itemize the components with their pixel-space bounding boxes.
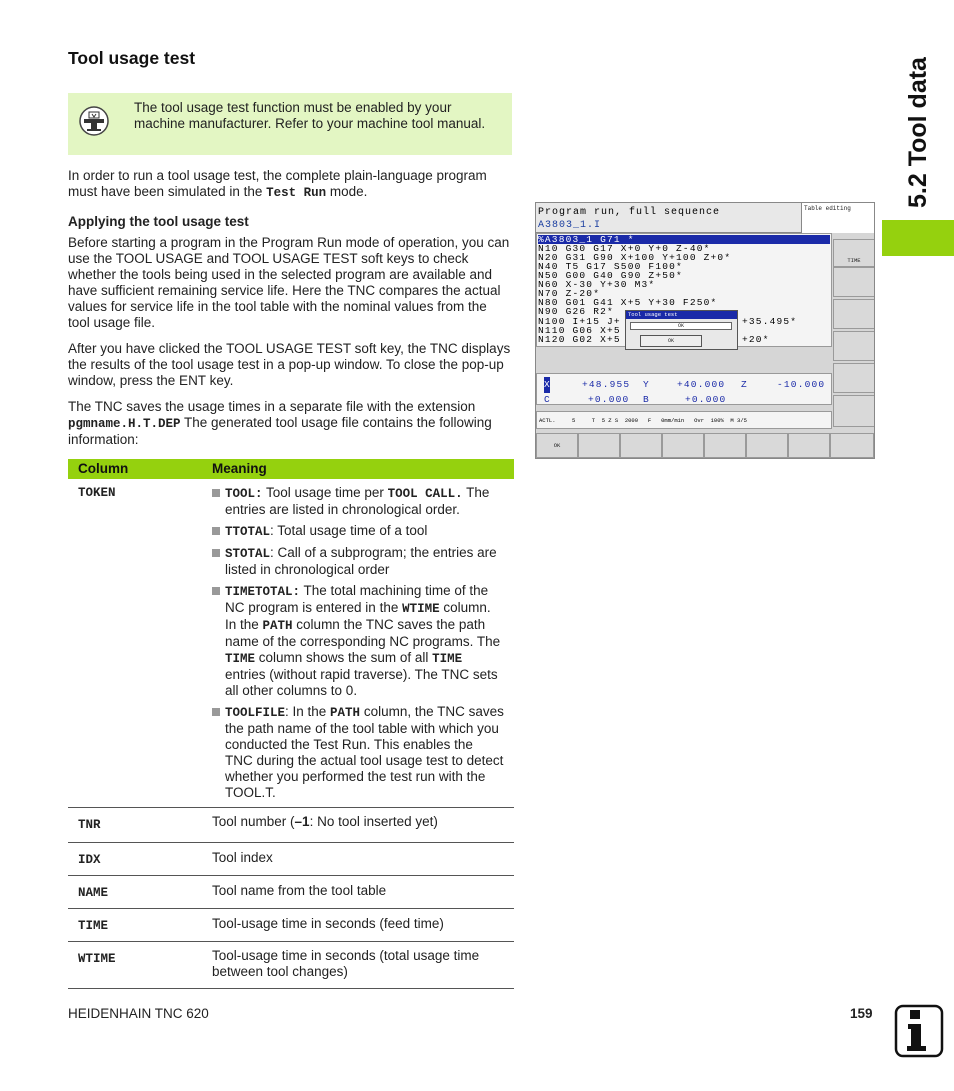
softkey-blank[interactable] bbox=[830, 433, 874, 458]
program-line-tail: +35.495* bbox=[742, 316, 798, 327]
softkey-time[interactable]: TIME bbox=[833, 239, 875, 267]
columns-table bbox=[68, 459, 514, 989]
screen-header bbox=[536, 203, 801, 233]
program-line: N60 X-30 Y+30 M3* bbox=[538, 279, 656, 290]
program-name: A3803_1.I bbox=[538, 220, 602, 231]
column-meaning: Tool-usage time in seconds (feed time) bbox=[202, 909, 514, 942]
softkey-blank[interactable] bbox=[788, 433, 830, 458]
status-bar: ACTL. 5 T 5 Z S 2000 F 0mm/min Ovr 100% M 3/5 bbox=[536, 411, 832, 429]
softkey-blank[interactable] bbox=[704, 433, 746, 458]
popup-paragraph: After you have clicked the TOOL USAGE TEST soft key, the TNC displays the results of the tool usage test in a pop-up window. To close the pop-up window, press the ENT key. bbox=[68, 341, 511, 388]
column-meaning bbox=[202, 479, 514, 808]
info-icon bbox=[894, 1004, 944, 1058]
footer-product: HEIDENHAIN TNC 620 bbox=[68, 1006, 209, 1021]
subheading: Applying the tool usage test bbox=[68, 214, 249, 229]
program-line: N70 Z-20* bbox=[538, 288, 601, 299]
test-run-code: Test Run bbox=[266, 186, 327, 200]
axis-z-value: -10.000 bbox=[777, 379, 826, 390]
list-item: STOTAL: Call of a subprogram; the entries are listed in chronological order bbox=[212, 545, 504, 578]
operating-mode: Program run, full sequence bbox=[538, 207, 721, 218]
position-display bbox=[536, 373, 832, 405]
column-meaning: Tool name from the tool table bbox=[202, 876, 514, 909]
column-meaning: Tool-usage time in seconds (total usage time between tool changes) bbox=[202, 942, 514, 989]
side-chapter-title bbox=[882, 40, 954, 220]
column-meaning: Tool index bbox=[202, 843, 514, 876]
tool-usage-popup bbox=[625, 310, 738, 350]
applying-paragraph: Before starting a program in the Program Run mode of operation, you can use the TOOL USAGE and TOOL USAGE TEST soft keys to check whether the tools being used in the selected program are available and have sufficient remaining service life. Here the TNC compares the actual values for service life in the tool table with the nominal values from the tool usage file. bbox=[68, 235, 510, 330]
table-header bbox=[68, 459, 514, 479]
softkey-blank[interactable] bbox=[833, 363, 875, 393]
axis-x-value: +48.955 bbox=[582, 379, 631, 390]
axis-z-label: Z bbox=[741, 379, 747, 390]
list-item: TTOTAL: Total usage time of a tool bbox=[212, 523, 504, 540]
side-title-text: 5.2 Tool data bbox=[904, 57, 932, 208]
softkey-blank[interactable] bbox=[578, 433, 620, 458]
program-line: N40 T5 G17 S500 F100* bbox=[538, 261, 683, 272]
tnc-screen bbox=[535, 202, 875, 459]
table-editing-label: Table editing bbox=[801, 203, 875, 233]
program-line: N120 G02 X+5 bbox=[538, 334, 621, 345]
axis-b-label: B bbox=[643, 394, 649, 405]
section-title: Tool usage test bbox=[68, 48, 196, 68]
list-item: TIMETOTAL: The total machining time of the NC program is entered in the WTIME column. In the PATH column the TNC saves the path name of the corresponding NC programs. The TIME column shows the sum of all TIME entries (without rapid traverse). The TNC sets all other columns to 0. bbox=[212, 583, 504, 699]
program-line: N100 I+15 J+ bbox=[538, 316, 621, 327]
column-name: TIME bbox=[68, 909, 202, 942]
extension-paragraph: The TNC saves the usage times in a separate file with the extension pgmname.H.T.DEP The generated tool usage file contains the following information: bbox=[68, 399, 492, 447]
note-text: The tool usage test function must be enabled by your machine manufacturer. Refer to your machine tool manual. bbox=[134, 100, 486, 131]
machine-manufacturer-icon bbox=[79, 106, 109, 136]
program-line: N10 G30 G17 X+0 Y+0 Z-40* bbox=[538, 243, 711, 254]
column-name: TOKEN bbox=[68, 479, 202, 808]
softkey-ok[interactable]: OK bbox=[536, 433, 578, 458]
program-line: N50 G00 G40 G90 Z+50* bbox=[538, 270, 683, 281]
table-row bbox=[68, 843, 514, 876]
popup-ok-button[interactable]: OK bbox=[640, 335, 702, 347]
axis-y-value: +40.000 bbox=[677, 379, 726, 390]
list-item: TOOLFILE: In the PATH column, the TNC saves the path name of the tool table with which you conducted the Test Run. This enables the TNC during the actual tool usage test to detect whether you performed the test run with the TOOL.T. bbox=[212, 704, 504, 801]
table-row bbox=[68, 909, 514, 942]
table-row bbox=[68, 479, 514, 808]
softkey-blank[interactable] bbox=[746, 433, 788, 458]
column-meaning: Tool number (–1: No tool inserted yet) bbox=[202, 808, 514, 843]
list-item: TOOL: Tool usage time per TOOL CALL. The entries are listed in chronological order. bbox=[212, 485, 504, 518]
axis-c-label: C bbox=[544, 394, 550, 405]
header-column: Column bbox=[68, 459, 202, 479]
popup-title: Tool usage test bbox=[626, 311, 737, 319]
program-line: N80 G01 G41 X+5 Y+30 F250* bbox=[538, 297, 718, 308]
axis-c-value: +0.000 bbox=[588, 394, 630, 405]
file-extension-code: pgmname.H.T.DEP bbox=[68, 417, 181, 431]
column-name: WTIME bbox=[68, 942, 202, 989]
program-line-tail: +20* bbox=[742, 334, 770, 345]
program-line: N20 G31 G90 X+100 Y+100 Z+0* bbox=[538, 252, 732, 263]
column-name: TNR bbox=[68, 808, 202, 843]
program-line: %A3803_1 G71 * bbox=[538, 235, 830, 244]
page-number: 159 bbox=[850, 1006, 873, 1021]
axis-b-value: +0.000 bbox=[685, 394, 727, 405]
softkey-blank[interactable] bbox=[833, 395, 875, 427]
intro-paragraph: In order to run a tool usage test, the complete plain-language program must have been simulated in the Test Run mode. bbox=[68, 168, 487, 200]
softkey-blank[interactable] bbox=[662, 433, 704, 458]
softkey-blank[interactable] bbox=[833, 267, 875, 297]
side-accent-bar bbox=[882, 220, 954, 256]
table-row bbox=[68, 876, 514, 909]
column-name: NAME bbox=[68, 876, 202, 909]
column-name: IDX bbox=[68, 843, 202, 876]
program-line: N110 G06 X+5 bbox=[538, 325, 621, 336]
axis-y-label: Y bbox=[643, 379, 649, 390]
axis-x-label: X bbox=[544, 377, 550, 393]
program-line: N90 G26 R2* bbox=[538, 306, 614, 317]
softkey-blank[interactable] bbox=[620, 433, 662, 458]
table-row bbox=[68, 942, 514, 989]
softkey-blank[interactable] bbox=[833, 331, 875, 361]
table-row bbox=[68, 808, 514, 843]
header-meaning: Meaning bbox=[202, 459, 514, 479]
softkey-blank[interactable] bbox=[833, 299, 875, 329]
popup-result: OK bbox=[630, 322, 732, 330]
